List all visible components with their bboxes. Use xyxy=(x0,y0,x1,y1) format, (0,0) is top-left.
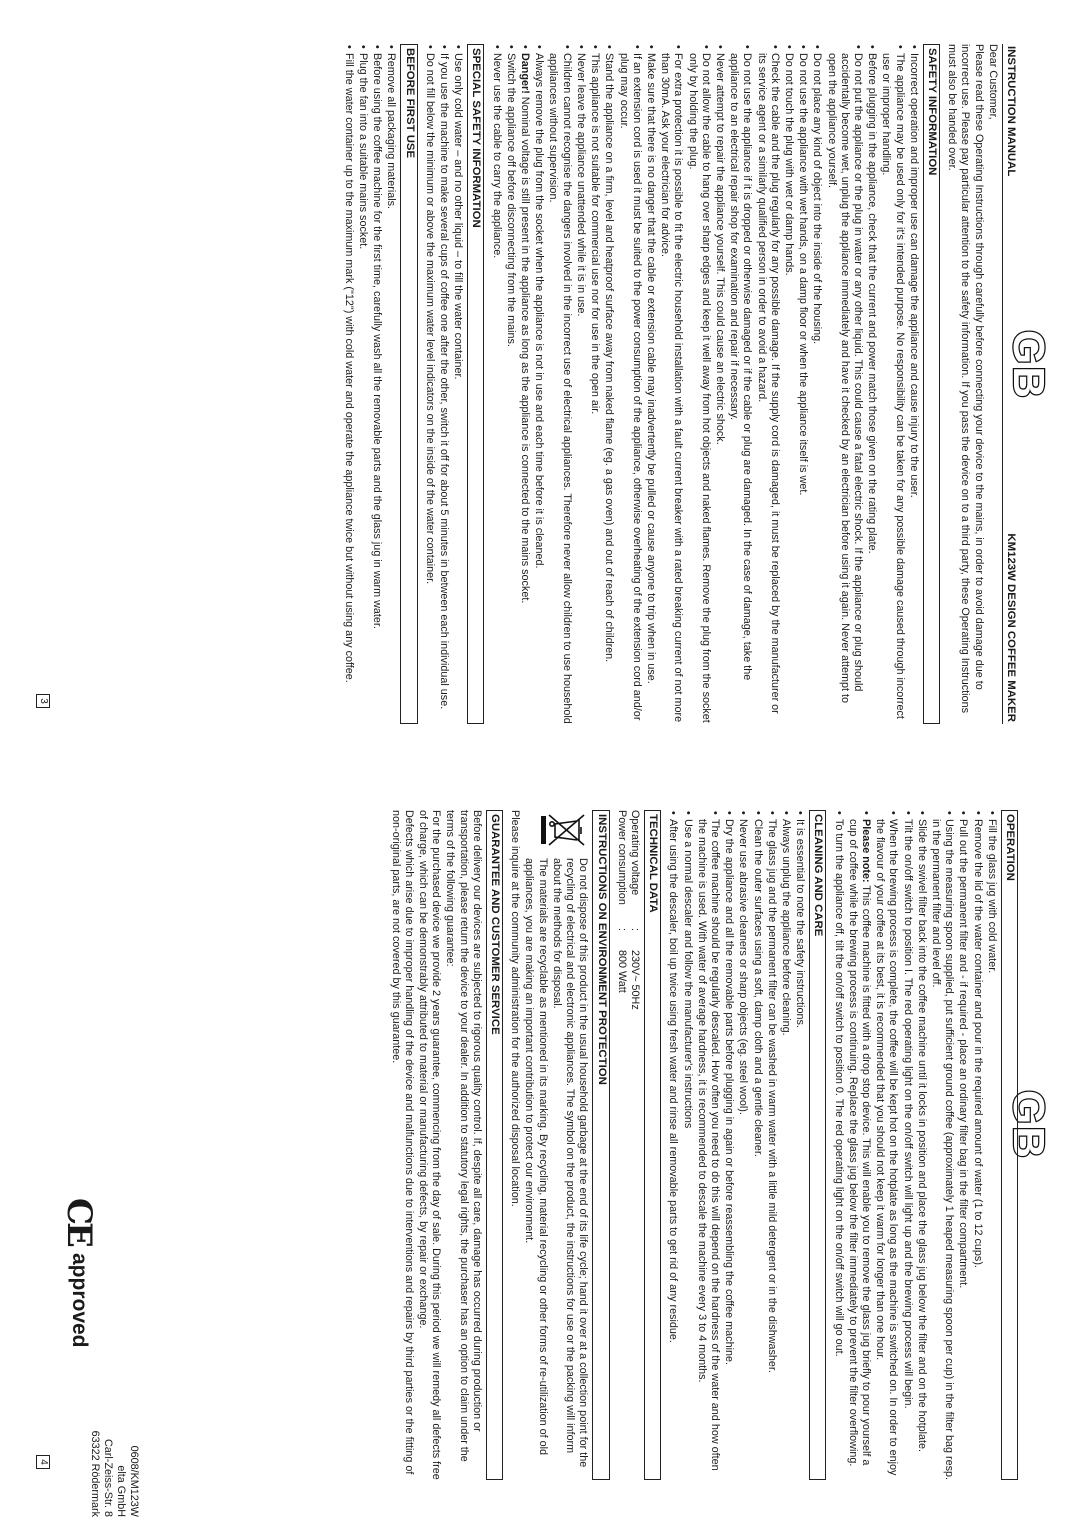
cleaning-list xyxy=(666,810,806,1480)
manual-page-left xyxy=(128,44,1018,724)
page-number: 4 xyxy=(36,1455,50,1469)
list-item: • Make sure that there is no danger that the cable or extension cable may inadvertently be pulled or cause anyone to trip when in use. xyxy=(644,44,657,724)
crossed-out-wheelie-bin-icon xyxy=(521,810,589,854)
section-heading: TECHNICAL DATA xyxy=(644,810,661,1480)
list-item: • Before plugging in the appliance, check that the current and power match those given on the rating plate. xyxy=(865,44,878,724)
intro-paragraph: Please read these Operating Instructions through carefully before connecting your device to the mains, in order to avoid damage due to incorrect use. Please pay particular attention to the safety information. If you pass the device on to a third party, these Operating Instructions must also be handed over. xyxy=(946,44,985,713)
list-item: • To turn the appliance off, tilt the on/off switch to position 0. The red operating light on the on/off switch will go out. xyxy=(831,810,844,1480)
guarantee-paragraph: Defects which arise due to improper handling of the device and malfunctions due to interventions and repairs by third parties or the fitting of non-original parts, are not covered by this guarantee. xyxy=(389,810,415,1475)
list-item: • After using the descaler, boil up twice using fresh water and rinse all removable parts to get rid of any residue. xyxy=(666,810,679,1480)
section-heading: GUARANTEE AND CUSTOMER SERVICE xyxy=(486,810,503,1480)
tech-row xyxy=(628,810,641,1480)
operation-list xyxy=(831,810,997,1480)
list-item-note xyxy=(846,810,872,1480)
list-item: • Check the cable and the plug regularly for any possible damage. If the supply cord is damaged, it must be replaced by the manufacturer or its service agent or a similarly qualified person in order to avoid a hazard. xyxy=(754,44,780,724)
tech-sep: : xyxy=(628,928,641,931)
tech-label: Power consumption xyxy=(615,810,628,905)
guarantee-paragraph: Before delivery our devices are subjected to rigorous quality control. If, despite all care, damage has occurred during production or transportation, please return the device to your dealer. In addition to statutory legal rights, the purchaser has an option to claim under the terms of the following guarantee: xyxy=(444,810,483,1462)
safety-list xyxy=(489,44,919,724)
list-item: • It is essential to note the safety instructions. xyxy=(793,810,806,1480)
list-item: • Pull out the permanent filter and - if required - place an ordinary filter bag in the filter compartment. xyxy=(956,810,969,1480)
list-item: • Clean the outer surfaces using a soft, damp cloth and a gentle cleaner. xyxy=(750,810,763,1480)
list-item: • Plug the fan into a suitable mains socket. xyxy=(356,44,369,724)
section-heading: SPECIAL SAFETY INFORMATION xyxy=(467,44,484,724)
manual-title: INSTRUCTION MANUAL xyxy=(1005,46,1017,177)
list-item: • If an extension cord is used it must be suited to the power consumption of the appliance, otherwise overheating of the extension cord and/or plug may occur. xyxy=(616,44,642,724)
env-paragraph: The materials are recyclable as mentioned in its marking. By recycling, material recycling or other forms of re-utilization of old appliances, you are making an important contribution to protect our environment. xyxy=(523,858,549,1456)
list-item: • Slide the swivel filter back into the coffee machine until it locks in position and place the glass jug below the filter and on the hotplate. xyxy=(915,810,928,1480)
footer-line: 63322 Rödermark xyxy=(89,1430,101,1517)
list-item: • When the brewing process is complete, the coffee will be kept hot on the hotplate as long as the machine is switched on. In order to enjoy the flavour of your coffee at its best, it is recommended that you should not keep it warm for longer than one hour. xyxy=(873,810,899,1480)
list-item: • If you use the machine to make several cups of coffee one after the other, switch it off for about 5 minutes in between each individual use. xyxy=(437,44,450,724)
list-item: • Do not place any kind of object into the inside of the housing. xyxy=(810,44,823,724)
section-heading: OPERATION xyxy=(1001,810,1018,1480)
env-text-block xyxy=(521,854,589,1480)
special-safety-list xyxy=(423,44,465,724)
ce-mark: CE xyxy=(59,1198,99,1245)
env-paragraph: Do not dispose of this product in the usual household garbage at the end of its life cycle; hand it over at a collection point for the recycling of electrical and electronic appliances. The symbol on the product, the instructions for use or the packing will inform about the methods for disposal. xyxy=(550,858,590,1468)
list-item: • Using the measuring spoon supplied, put sufficient ground coffee (approximately 1 heaped measuring spoon per cup) in the filter bag resp. in the permanent filter and level off. xyxy=(929,810,955,1480)
tech-value: 800 Watt xyxy=(615,950,628,993)
manufacturer-footer xyxy=(88,1377,140,1517)
danger-label: Danger! xyxy=(519,53,532,94)
tech-label: Operating voltage xyxy=(628,810,641,896)
list-item: • For extra protection it is possible to fit the electric household installation with a fault current breaker with a rated breaking current of not more than 30mA. Ask your electrician for advice. xyxy=(658,44,684,724)
list-item: • Always remove the plug from the socket when the appliance is not in use and each time before it is cleaned. xyxy=(532,44,545,724)
product-title: KM123W DESIGN COFFEE MAKER xyxy=(1005,533,1017,722)
list-item: • Children cannot recognise the dangers involved in the incorrect use of electrical appliances. Therefore never allow children to use household appliances without supervision. xyxy=(546,44,572,724)
page-number: 3 xyxy=(36,694,50,708)
list-item: • Do not touch the plug with wet or damp hands. xyxy=(782,44,795,724)
section-heading: BEFORE FIRST USE xyxy=(400,44,417,724)
list-item: • Tilt the on/off switch to position I. The red operating light on the on/off switch will light up and the brewing process will begin. xyxy=(900,810,913,1480)
list-item: • Use a normal descaler and follow the manufacturer's instructions xyxy=(680,810,693,1480)
list-item: • The coffee machine should be regularly descaled. How often you need to do this will depend on the hardness of the water and how often the machine is used. With water of average hardness, it is recommended to descale the machine every 3 to 4 months. xyxy=(695,810,721,1480)
list-item: • Switch the appliance off before disconnecting from the mains. xyxy=(504,44,517,724)
list-item: • Never attempt to repair the appliance yourself. This could cause an electric shock. xyxy=(713,44,726,724)
env-paragraph: Please inquire at the community administration for the authorized disposal location. xyxy=(509,810,522,1207)
list-item: • Do not use the appliance if it is dropped or otherwise damaged or if the cable or plug are damaged. In the case of damage, take the appliance to an electrical repair shop for examination and repair if necessary. xyxy=(727,44,753,724)
list-item: • Fill the glass jug with cold water. xyxy=(985,810,998,1480)
list-item: • Do not use the appliance with wet hands, on a damp floor or when the appliance itself is wet. xyxy=(796,44,809,724)
tech-value: 230V~ 50Hz xyxy=(628,950,641,1010)
section-heading: SAFETY INFORMATION xyxy=(923,44,940,724)
list-item: • Fill the water container up to the maximum mark ("12") with cold water and operate the appliance twice but without using any coffee. xyxy=(342,44,355,724)
list-item: • Do not allow the cable to hang over sharp edges and keep it well away from hot objects and naked flames. Remove the plug from the socket only by holding the plug. xyxy=(685,44,711,724)
list-item: • Never use the cable to carry the appliance. xyxy=(489,44,502,724)
please-note-text: This coffee machine is fitted with a drop stop device. This will enable you to remove the glass jug briefly to pour yourself a cup of coffee while the brewing process is continuing. Replace the glass jug below the filter immediately to prevent the filter overflowing. xyxy=(846,819,872,1467)
list-item: • The appliance may be used only for it's intended purpose. No responsibility can be taken for any possible damage caused through incorrect use or improper handling. xyxy=(879,44,905,724)
list-item: • Dry the appliance and all the removable parts before plugging in again or before reassembling the coffee machine. xyxy=(722,810,735,1480)
guarantee-paragraph: For the purchased device we provide 2 years guarantee, commencing from the day of sale. During this period we will remedy all defects free of charge, which can be demonstrably attributed to material or manufacturing defects, by repair or exchange. xyxy=(417,810,443,1480)
environment-block xyxy=(521,810,589,1480)
tech-sep: : xyxy=(615,928,628,931)
footer-line: Carl-Zeiss-Str. 8 xyxy=(102,1439,114,1517)
approved-label: approved xyxy=(68,1252,91,1348)
first-use-list xyxy=(342,44,398,724)
list-item: • Never use abrasive cleaners or sharp objects (eg. steel wool). xyxy=(736,810,749,1480)
list-item: • Do not fill below the minimum or above the maximum water level indicators on the inside of the water container. xyxy=(423,44,436,724)
list-item: • Remove all packaging materials. xyxy=(384,44,397,724)
tech-row xyxy=(615,810,628,1480)
list-item: • Before using the coffee machine for the first time, carefully wash all the removable parts and the glass jug in warm water. xyxy=(370,44,383,724)
manual-page-right xyxy=(128,810,1018,1480)
please-note-label: Please note: xyxy=(859,819,872,883)
danger-text: Nominal voltage is still present in the appliance as long as the appliance is connected to the mains socket. xyxy=(519,93,532,604)
section-heading: CLEANING AND CARE xyxy=(809,810,826,1480)
region-heading: GB xyxy=(1004,1090,1053,1160)
salutation: Dear Customer, xyxy=(986,44,999,120)
list-item: • Use only cold water – and no other liquid – to fill the water container. xyxy=(451,44,464,724)
region-heading: GB xyxy=(1004,330,1053,400)
section-heading: INSTRUCTIONS ON ENVIRONMENT PROTECTION xyxy=(592,810,609,1480)
list-item: • Do not put the appliance or the plug in water or any other liquid. This could cause a fatal electric shock. If the appliance or plug should accidentally become wet, unplug the appliance immediately and have it checked by an electrician before using it again. Never attempt to open the appliance yourself. xyxy=(824,44,864,724)
list-item: • Incorrect operation and improper use can damage the appliance and cause injury to the user. xyxy=(907,44,920,724)
list-item: • This appliance is not suitable for commercial use nor for use in the open air. xyxy=(588,44,601,724)
list-item-danger xyxy=(518,44,531,724)
ce-approved-mark xyxy=(59,1198,99,1348)
list-item: • Stand the appliance on a firm, level and heatproof surface away from naked flame (eg. a gas oven) and out of reach of children. xyxy=(602,44,615,724)
list-item: • Always unplug the appliance before cleaning. xyxy=(779,810,792,1480)
list-item: • Remove the lid of the water container and pour in the required amount of water (1 to 12 cups). xyxy=(970,810,983,1480)
list-item: • The glass jug and the permanent filter can be washed in warm water with a little mild detergent or in the dishwasher. xyxy=(765,810,778,1480)
manual-header xyxy=(1002,44,1018,724)
footer-line: elta GmbH xyxy=(115,1465,127,1517)
list-item: • Never leave the appliance unattended while it is in use. xyxy=(574,44,587,724)
footer-line: 0608/KM123W xyxy=(128,1445,140,1517)
